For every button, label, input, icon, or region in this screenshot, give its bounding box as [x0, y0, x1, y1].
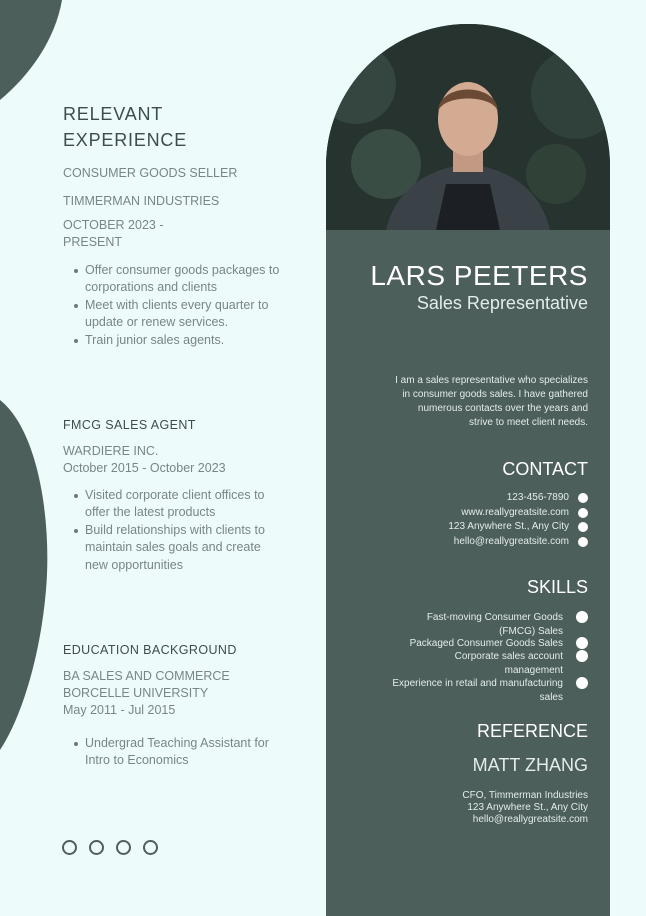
skill-line: sales	[539, 692, 563, 703]
bullet-dot-icon	[576, 637, 588, 649]
summary-line: I am a sales representative who specializes	[395, 375, 588, 386]
job2-dates: October 2015 - October 2023	[63, 461, 226, 475]
left-side-blob	[0, 400, 47, 750]
reference-email: hello@reallygreatsite.com	[472, 814, 588, 825]
skill-item	[392, 677, 563, 705]
skill-item	[410, 637, 563, 651]
profile-title: Sales Representative	[416, 293, 588, 313]
right-column	[326, 0, 610, 916]
skill-line: Experience in retail and manufacturing	[392, 678, 563, 689]
skill-line: Packaged Consumer Goods Sales	[409, 638, 563, 649]
list-item: Undergrad Teaching Assistant for Intro to Economics	[85, 735, 285, 770]
contact-website-text: www.reallygreatsite.com	[461, 507, 569, 518]
email-icon	[578, 537, 588, 547]
contact-website	[461, 507, 569, 518]
reference-name: MATT ZHANG	[472, 755, 588, 775]
profile-photo-illustration	[326, 24, 610, 230]
bullet-dot-icon	[576, 677, 588, 689]
skill-item	[455, 650, 563, 678]
top-left-blob	[0, 0, 62, 100]
summary-line: numerous contacts over the years and	[417, 403, 588, 414]
experience-heading-line2: EXPERIENCE	[63, 130, 188, 150]
skill-line: Corporate sales account	[454, 651, 563, 662]
experience-heading-line1: RELEVANT	[63, 104, 164, 124]
education-bullet-list	[63, 735, 285, 770]
contact-phone-text: 123-456-7890	[506, 492, 569, 503]
reference-heading: REFERENCE	[476, 721, 588, 741]
profile-name: LARS PEETERS	[370, 260, 588, 291]
skill-line: Fast-moving Consumer Goods	[426, 612, 563, 623]
location-pin-icon	[578, 522, 588, 532]
job2-bullet-list	[63, 487, 285, 574]
decorative-dots	[62, 840, 162, 858]
contact-address-text: 123 Anywhere St., Any City	[448, 521, 569, 532]
phone-icon	[578, 493, 588, 503]
contact-heading: CONTACT	[502, 459, 588, 479]
job1-dates-line1: OCTOBER 2023 -	[63, 218, 164, 232]
list-item: Build relationships with clients to maintain sales goals and create new opportunities	[85, 522, 285, 574]
job2-title: FMCG SALES AGENT	[63, 418, 196, 432]
job1-title: CONSUMER GOODS SELLER	[63, 166, 238, 180]
summary-line: strive to meet client needs.	[469, 417, 588, 428]
education-heading: EDUCATION BACKGROUND	[63, 643, 237, 657]
profile-photo	[326, 24, 610, 230]
summary-line: in consumer goods sales. I have gathered	[402, 389, 588, 400]
circle-icon	[62, 840, 77, 855]
skills-heading: SKILLS	[526, 577, 588, 597]
list-item: Meet with clients every quarter to update or renew services.	[85, 297, 285, 332]
reference-position: CFO, Timmerman Industries	[462, 790, 588, 801]
education-dates: May 2011 - Jul 2015	[63, 703, 176, 717]
education-school: BORCELLE UNIVERSITY	[63, 686, 209, 700]
job1-dates-line2: PRESENT	[63, 235, 123, 249]
job2-company: WARDIERE INC.	[63, 444, 159, 458]
skill-line: (FMCG) Sales	[499, 626, 563, 637]
skill-item	[427, 611, 563, 639]
list-item: Train junior sales agents.	[85, 332, 285, 349]
circle-icon	[116, 840, 131, 855]
job1-bullet-list	[63, 262, 285, 349]
list-item: Visited corporate client offices to offer the latest products	[85, 487, 285, 522]
contact-email	[454, 536, 569, 547]
contact-email-text: hello@reallygreatsite.com	[453, 536, 569, 547]
skill-line: management	[504, 665, 563, 676]
list-item: Offer consumer goods packages to corporations and clients	[85, 262, 285, 297]
bullet-dot-icon	[576, 611, 588, 623]
education-degree: BA SALES AND COMMERCE	[63, 669, 230, 683]
bullet-dot-icon	[576, 650, 588, 662]
circle-icon	[143, 840, 158, 855]
reference-address: 123 Anywhere St., Any City	[467, 802, 588, 813]
contact-phone	[507, 492, 569, 503]
circle-icon	[89, 840, 104, 855]
globe-icon	[578, 508, 588, 518]
job1-company: TIMMERMAN INDUSTRIES	[63, 194, 220, 208]
contact-address	[448, 521, 569, 532]
